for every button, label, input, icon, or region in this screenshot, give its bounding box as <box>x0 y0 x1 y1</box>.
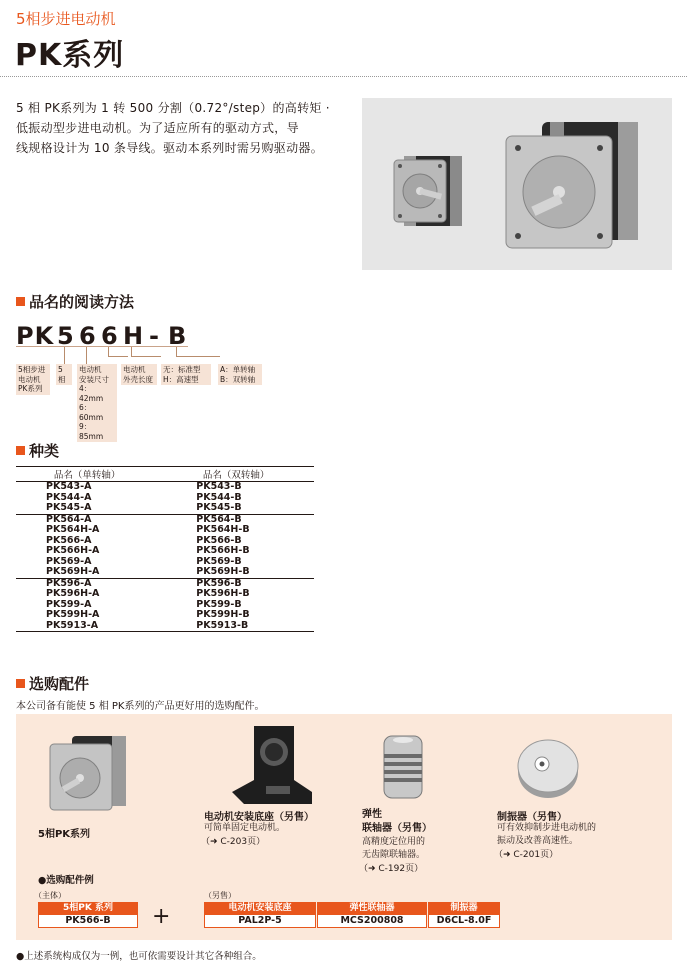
connector-line <box>64 347 65 365</box>
table-row <box>16 482 314 493</box>
motor-label: 5相PK系列 <box>38 829 91 840</box>
accessories-heading <box>16 673 89 694</box>
example-heading: ●选购配件例 <box>38 875 94 886</box>
coupling-ref: （➜ C-192页） <box>359 864 424 874</box>
combo-title-damper: 制振器 <box>428 902 500 915</box>
cell-double: PK5913-B <box>158 621 314 632</box>
part-phase: 5 <box>57 322 75 350</box>
cell-single: PK569-A <box>46 555 92 567</box>
cell-double: PK599-B <box>196 598 242 610</box>
damper-ref: （➜ C-201页） <box>494 850 559 860</box>
cell-single: PK599-A <box>46 598 92 610</box>
mount-title: 电动机安装底座（另售） <box>204 812 314 823</box>
label-line: H：高速型 <box>163 374 199 384</box>
section-square-icon <box>16 679 25 688</box>
label-phase <box>56 364 72 385</box>
label-line: 5相步进 <box>18 365 46 374</box>
cell-double: PK566H-B <box>196 545 250 556</box>
accessories-intro: 本公司备有能使 5 相 PK系列的产品更好用的选购配件。 <box>16 701 265 712</box>
cell-double: PK543-B <box>196 481 242 492</box>
coupling-desc-line: 高精度定位用的 <box>362 837 426 847</box>
part-dash: - <box>149 322 160 350</box>
header-divider <box>0 76 687 77</box>
part-speed: H <box>123 322 145 350</box>
table-row <box>16 567 314 578</box>
cell-single: PK569H-A <box>46 566 100 577</box>
coupling-title-line: 联轴器（另售） <box>362 823 432 834</box>
label-line: 9：85mm <box>79 422 104 441</box>
label-shaft <box>218 364 262 385</box>
page-subtitle: 5相步进电动机 <box>16 10 116 28</box>
cell-double: PK569-B <box>196 555 242 567</box>
combo-title-coupling: 弹性联轴器 <box>317 902 427 915</box>
table-row <box>16 589 314 600</box>
cell-single: PK545-A <box>46 502 92 513</box>
damper-desc-line: 可有效抑制步进电动机的 <box>497 823 597 833</box>
label-line: 安装尺寸 <box>79 374 109 384</box>
label-length <box>121 364 157 385</box>
types-table <box>16 466 314 632</box>
col-header-double: 品名（双转轴） <box>158 467 314 482</box>
cell-double: PK596H-B <box>196 588 250 599</box>
label-line: 6：60mm <box>79 403 104 422</box>
cell-double: PK564H-B <box>196 524 250 535</box>
cell-single: PK596H-A <box>46 588 100 599</box>
connector-line <box>86 347 87 365</box>
combo-value-damper: D6CL-8.0F <box>428 915 500 928</box>
cell-double: PK599H-B <box>196 609 250 620</box>
cell-single: PK596-A <box>16 578 158 589</box>
cell-single: PK543-A <box>46 481 92 492</box>
intro-line: 低振动型步进电动机。为了适应所有的驱动方式，导 <box>16 121 299 135</box>
label-size <box>77 364 117 442</box>
connector-line <box>131 347 161 357</box>
label-line: 5相 <box>58 365 66 384</box>
label-line: B：双转轴 <box>220 374 256 384</box>
label-line: 电动机 <box>123 365 146 374</box>
cell-single: PK566H-A <box>46 545 100 556</box>
damper-desc <box>497 822 596 848</box>
motor-image <box>46 728 136 818</box>
label-line: 电动机 <box>79 365 102 374</box>
col-header-single: 品名（单转轴） <box>16 467 158 482</box>
coupling-desc <box>362 836 425 862</box>
table-header-row <box>16 467 314 482</box>
connector-line <box>176 347 220 357</box>
coupling-desc-line: 无齿隙联轴器。 <box>362 850 426 860</box>
coupling-image <box>378 732 428 802</box>
damper-desc-line: 振动及改善高速性。 <box>497 836 579 846</box>
combo-value-mount: PAL2P-5 <box>204 915 316 928</box>
damper-title: 制振器（另售） <box>497 812 567 823</box>
coupling-title-line: 弹性 <box>362 809 382 820</box>
section-square-icon <box>16 297 25 306</box>
cell-single: PK599H-A <box>46 609 100 620</box>
naming-heading <box>16 291 134 312</box>
combo-title-mount: 电动机安装底座 <box>204 902 316 915</box>
footnote: ●上述系统构成仅为一例，也可依需要设计其它各种组合。 <box>16 951 262 962</box>
label-speed <box>161 364 211 385</box>
intro-text <box>16 98 346 158</box>
table-row <box>16 525 314 536</box>
label-line: A：单转轴 <box>220 365 256 374</box>
part-prefix: PK <box>16 322 55 350</box>
accessories-heading-text: 选购配件 <box>29 675 90 693</box>
table-row <box>16 546 314 557</box>
section-square-icon <box>16 446 25 455</box>
page-title: PK系列 <box>15 38 125 73</box>
label-line: 外壳长度 <box>123 374 153 384</box>
label-line: PK系列 <box>18 384 43 393</box>
cell-single: PK566-A <box>46 534 92 546</box>
types-heading-text: 种类 <box>29 442 60 460</box>
table-row <box>16 503 314 514</box>
label-line: 无：标准型 <box>163 365 201 374</box>
mount-image <box>224 720 316 812</box>
combo-value-coupling: MCS200808 <box>317 915 427 928</box>
cell-double: PK564-B <box>158 514 314 525</box>
cell-double: PK596-B <box>158 578 314 589</box>
cell-single: PK564-A <box>16 514 158 525</box>
cell-double: PK569H-B <box>196 566 250 577</box>
damper-image <box>516 736 580 800</box>
part-underline <box>16 346 188 347</box>
intro-line: 线规格设计为 10 条导线。驱动本系列时需另购驱动器。 <box>16 141 324 155</box>
cell-single: PK5913-A <box>16 621 158 632</box>
main-bar: 5相PK 系列 <box>38 902 138 915</box>
cell-double: PK545-B <box>196 502 242 513</box>
connector-line <box>108 347 128 357</box>
types-heading <box>16 440 59 461</box>
label-line: 4：42mm <box>79 384 104 403</box>
cell-double: PK544-B <box>196 491 242 503</box>
mount-desc: 可简单固定电动机。 <box>204 823 286 833</box>
product-photo <box>362 98 672 270</box>
label-line: 电动机 <box>18 374 41 384</box>
part-size: 6 <box>79 322 97 350</box>
mount-ref: （➜ C-203页） <box>201 837 266 847</box>
main-value: PK566-B <box>38 915 138 928</box>
main-label: （主体） <box>34 891 66 900</box>
plus-sign: + <box>152 904 171 929</box>
cell-single: PK564H-A <box>46 524 100 535</box>
naming-heading-text: 品名的阅读方法 <box>29 293 135 311</box>
stepper-motors-image <box>362 98 672 270</box>
cell-double: PK566-B <box>196 534 242 546</box>
intro-line: 5 相 PK系列为 1 转 500 分割（0.72°/step）的高转矩 · <box>16 101 330 115</box>
table-row <box>16 610 314 621</box>
label-series <box>16 364 50 395</box>
table-row <box>16 621 314 632</box>
accessories-panel <box>16 714 672 940</box>
sold-label: （另售） <box>204 891 236 900</box>
part-shaft: B <box>168 322 188 350</box>
coupling-title <box>362 808 432 836</box>
part-length: 6 <box>101 322 119 350</box>
cell-single: PK544-A <box>46 491 92 503</box>
